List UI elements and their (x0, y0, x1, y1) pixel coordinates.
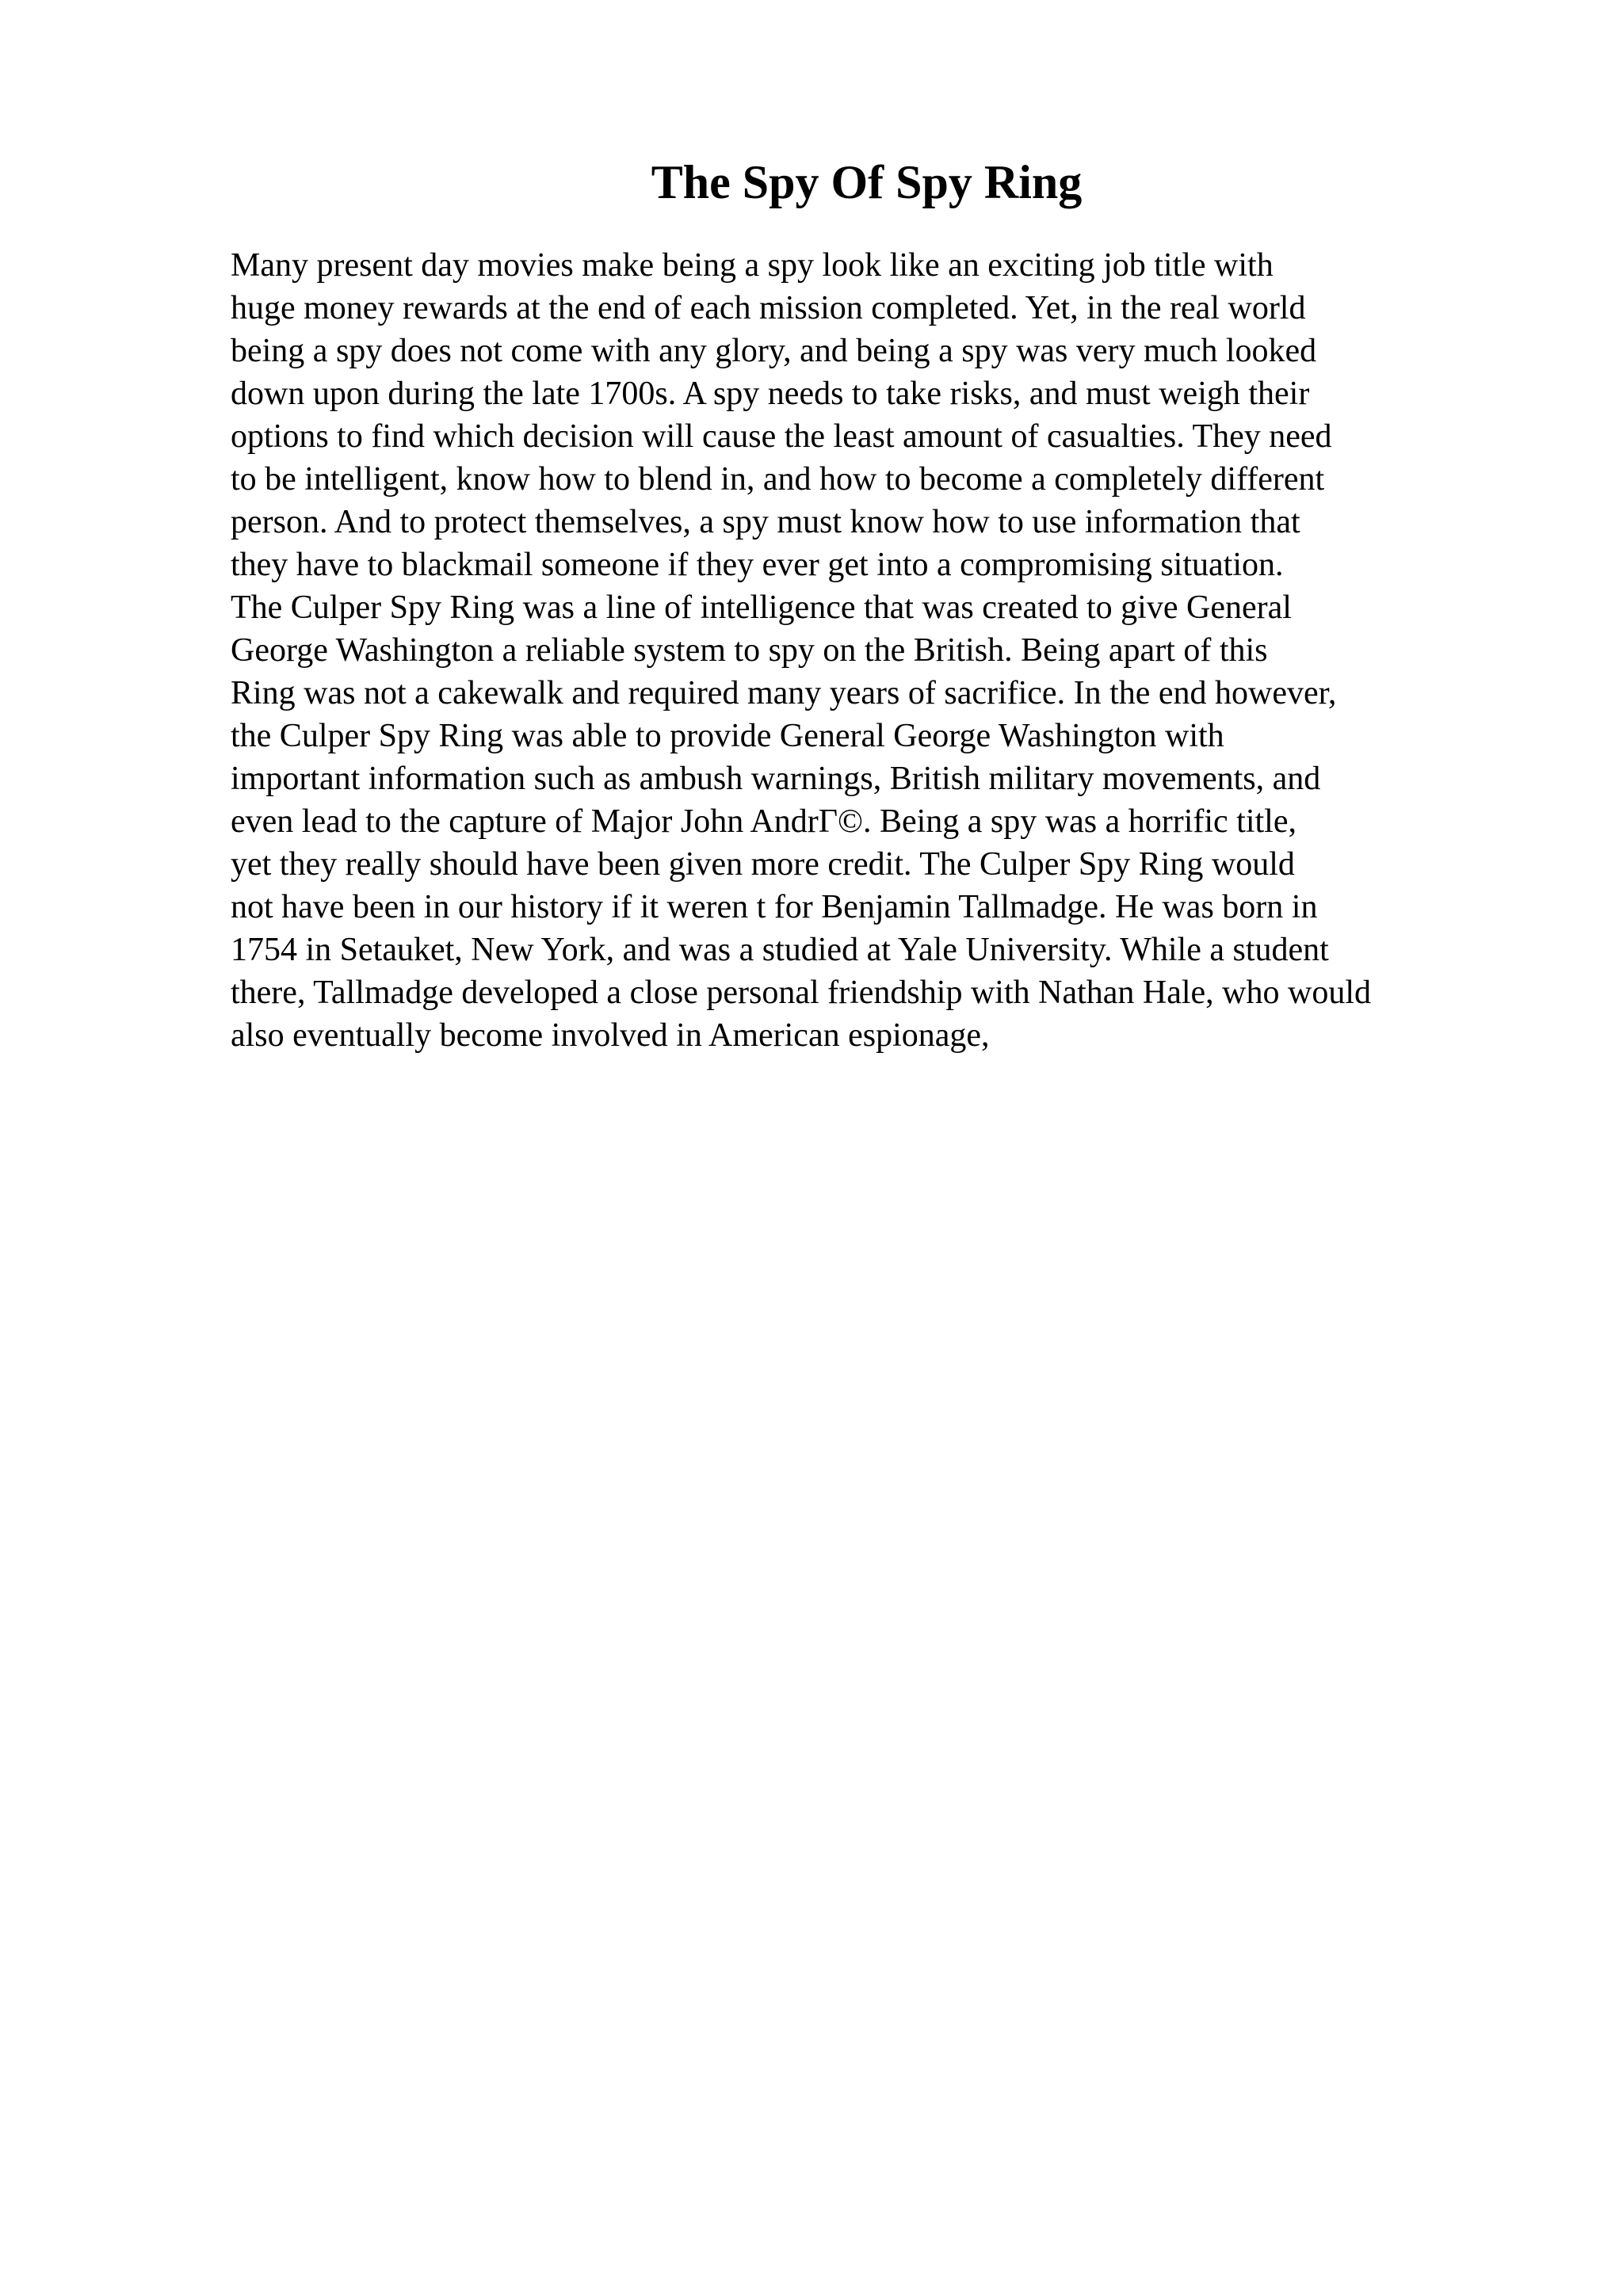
body-line: person. And to protect themselves, a spy must know how to use information that (231, 504, 1300, 540)
body-line: Ring was not a cakewalk and required many years of sacrifice. In the end however, (231, 675, 1337, 711)
body-line: even lead to the capture of Major John AndrГ©. Being a spy was a horrific title, (231, 803, 1296, 840)
body-line: Many present day movies make being a spy look like an exciting job title with (231, 247, 1274, 284)
body-line: there, Tallmadge developed a close personal friendship with Nathan Hale, who would (231, 974, 1372, 1011)
body-line: they have to blackmail someone if they ever get into a compromising situation. (231, 547, 1284, 583)
document-body (231, 244, 1594, 1057)
body-line: yet they really should have been given more credit. The Culper Spy Ring would (231, 846, 1295, 883)
body-line: to be intelligent, know how to blend in, and how to become a completely different (231, 461, 1325, 498)
body-line: The Culper Spy Ring was a line of intelligence that was created to give General (231, 589, 1292, 626)
body-line: down upon during the late 1700s. A spy needs to take risks, and must weigh their (231, 376, 1310, 412)
body-line: also eventually become involved in American espionage, (231, 1017, 990, 1054)
body-line: huge money rewards at the end of each mission completed. Yet, in the real world (231, 290, 1306, 326)
body-line: the Culper Spy Ring was able to provide General George Washington with (231, 718, 1224, 754)
body-line: George Washington a reliable system to spy on the British. Being apart of this (231, 632, 1268, 669)
document-title: The Spy Of Spy Ring (651, 156, 1083, 208)
body-line: 1754 in Setauket, New York, and was a studied at Yale University. While a student (231, 932, 1329, 968)
body-line: important information such as ambush warnings, British military movements, and (231, 761, 1321, 797)
body-line: being a spy does not come with any glory, and being a spy was very much looked (231, 333, 1317, 369)
body-line: options to find which decision will cause the least amount of casualties. They need (231, 418, 1332, 455)
body-line: not have been in our history if it weren t for Benjamin Tallmadge. He was born in (231, 889, 1318, 925)
